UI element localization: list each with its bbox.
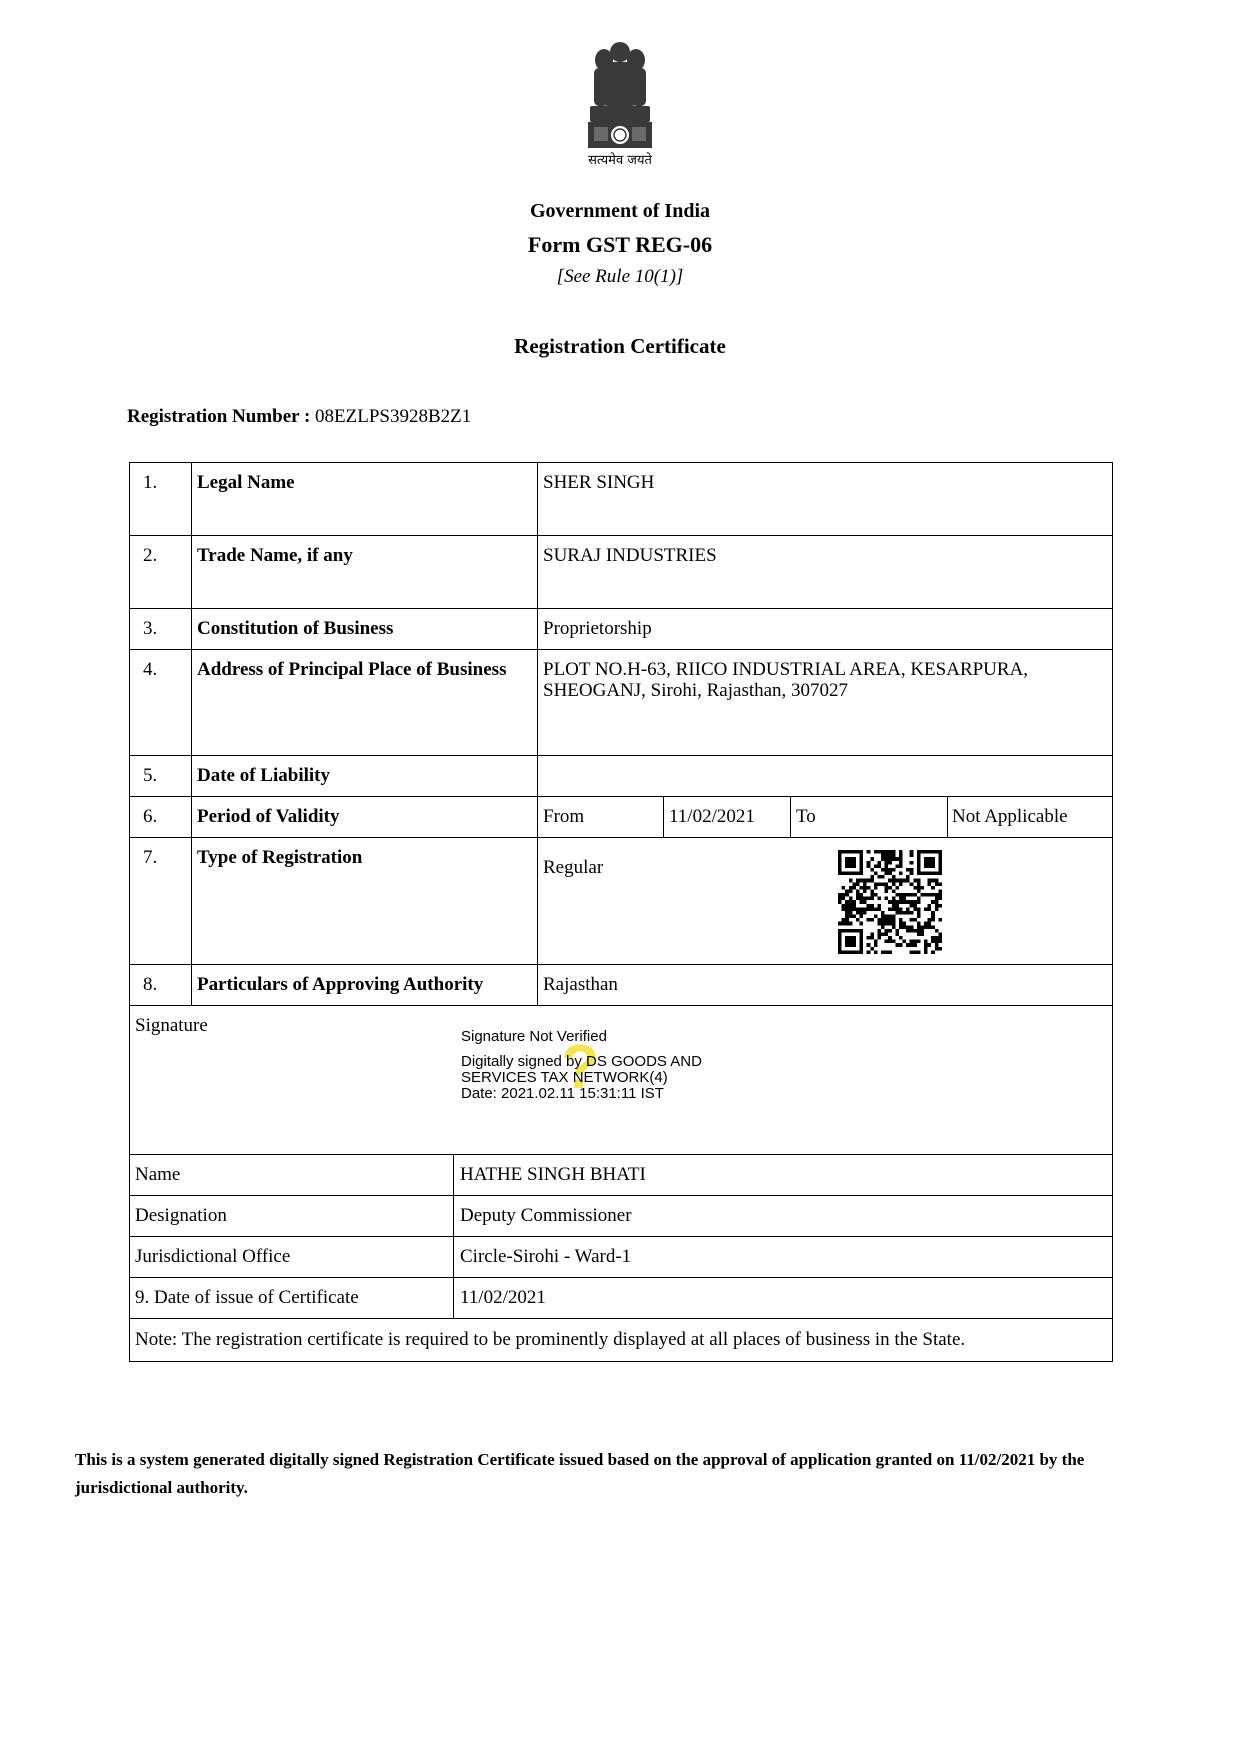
validity-to-label: To — [796, 806, 816, 827]
designation-label: Designation — [135, 1205, 227, 1226]
display-note: Note: The registration certificate is required to be prominently displayed at all places of business in the State. — [135, 1329, 966, 1350]
table-rule — [663, 796, 664, 837]
table-rule — [790, 796, 791, 837]
validity-from-label: From — [543, 806, 585, 827]
type-of-registration-value: Regular — [543, 857, 604, 878]
table-rule — [129, 796, 1113, 797]
table-rule — [129, 964, 1113, 965]
table-rule — [129, 535, 1113, 536]
jurisdictional-office-label: Jurisdictional Office — [135, 1246, 291, 1267]
trade-name-label: Trade Name, if any — [197, 545, 353, 566]
registration-number-value: 08EZLPS3928B2Z1 — [315, 406, 472, 427]
designation-value: Deputy Commissioner — [460, 1205, 632, 1226]
row-number: 5. — [143, 765, 158, 786]
table-rule — [129, 649, 1113, 650]
officer-name-value: HATHE SINGH BHATI — [460, 1164, 646, 1185]
form-title: Form GST REG-06 — [527, 232, 713, 257]
signature-signed-by-line-2: SERVICES TAX NETWORK(4) — [461, 1069, 668, 1086]
registration-number-label: Registration Number : — [127, 406, 311, 427]
signature-signed-by-line-1: Digitally signed by DS GOODS AND — [461, 1053, 702, 1070]
type-of-registration-label: Type of Registration — [197, 847, 363, 868]
table-rule — [129, 1154, 1113, 1155]
row-number: 4. — [143, 659, 158, 680]
constitution-label: Constitution of Business — [197, 618, 394, 639]
validity-to-value: Not Applicable — [952, 806, 1068, 827]
row-number: 7. — [143, 847, 158, 868]
trade-name-value: SURAJ INDUSTRIES — [543, 545, 717, 566]
date-of-issue-label: 9. Date of issue of Certificate — [135, 1287, 359, 1308]
table-rule — [129, 608, 1113, 609]
table-rule — [129, 755, 1113, 756]
table-rule — [191, 462, 192, 1005]
table-rule — [129, 1277, 1113, 1278]
table-rule — [129, 1005, 1113, 1006]
period-of-validity-label: Period of Validity — [197, 806, 340, 827]
table-rule — [1112, 462, 1113, 1362]
date-of-liability-label: Date of Liability — [197, 765, 330, 786]
table-rule — [129, 1361, 1113, 1362]
validity-from-value: 11/02/2021 — [669, 806, 755, 827]
national-emblem-logo — [580, 38, 660, 168]
certificate-title: Registration Certificate — [514, 334, 726, 358]
table-rule — [129, 462, 130, 1362]
row-number: 2. — [143, 545, 158, 566]
signature-label: Signature — [135, 1015, 208, 1036]
government-heading: Government of India — [530, 200, 710, 222]
table-rule — [129, 462, 1113, 463]
row-number: 1. — [143, 472, 158, 493]
table-rule — [129, 1318, 1113, 1319]
address-value: PLOT NO.H-63, RIICO INDUSTRIAL AREA, KESARPURA, SHEOGANJ, Sirohi, Rajasthan, 307027 — [543, 659, 1029, 701]
date-of-issue-value: 11/02/2021 — [460, 1287, 546, 1308]
table-rule — [129, 837, 1113, 838]
emblem-motto: सत्यमेव जयते — [588, 153, 652, 168]
table-rule — [537, 462, 538, 1005]
constitution-value: Proprietorship — [543, 618, 652, 639]
approving-authority-value: Rajasthan — [543, 974, 618, 995]
address-label: Address of Principal Place of Business — [197, 659, 507, 680]
officer-name-label: Name — [135, 1164, 181, 1185]
table-rule — [129, 1195, 1113, 1196]
qr-code — [838, 850, 942, 954]
table-rule — [947, 796, 948, 837]
jurisdictional-office-value: Circle-Sirohi - Ward-1 — [460, 1246, 632, 1267]
row-number: 3. — [143, 618, 158, 639]
signature-date: Date: 2021.02.11 15:31:11 IST — [461, 1085, 664, 1102]
table-rule — [453, 1154, 454, 1318]
legal-name-value: SHER SINGH — [543, 472, 655, 493]
question-mark-icon: ? — [561, 1033, 599, 1102]
row-number: 8. — [143, 974, 158, 995]
row-number: 6. — [143, 806, 158, 827]
table-rule — [129, 1236, 1113, 1237]
rule-reference: [See Rule 10(1)] — [556, 266, 684, 287]
certificate-table — [129, 462, 1113, 1363]
system-generated-footer: This is a system generated digitally signed Registration Certificate issued based on the approval of application granted on 11/02/2021 by the jurisdictional authority. — [75, 1450, 1085, 1497]
registration-number-line — [127, 406, 471, 428]
legal-name-label: Legal Name — [197, 472, 295, 493]
signature-status: Signature Not Verified — [461, 1028, 607, 1045]
approving-authority-label: Particulars of Approving Authority — [197, 974, 484, 995]
